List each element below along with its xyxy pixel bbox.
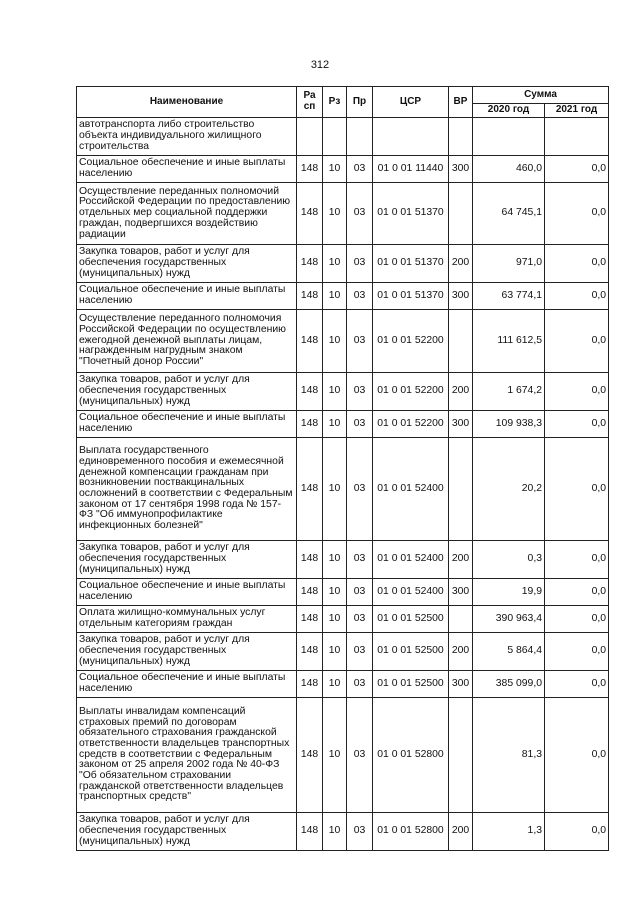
cell-y2020: 20,2 [473,438,545,541]
table-row [77,245,609,283]
cell-y2020: 5 864,4 [473,633,545,671]
cell-rasp: 148 [297,813,323,851]
cell-y2021: 0,0 [545,283,609,310]
cell-pr: 03 [347,633,373,671]
table-row [77,579,609,606]
cell-vr: 300 [449,156,473,183]
cell-vr: 200 [449,245,473,283]
header-rasp: Ра сп [297,87,323,118]
cell-rasp: 148 [297,671,323,698]
cell-rasp: 148 [297,245,323,283]
cell-vr [449,698,473,813]
table-row [77,606,609,633]
cell-rasp [297,118,323,156]
header-rz: Рз [323,87,347,118]
cell-y2020 [473,118,545,156]
cell-y2021: 0,0 [545,373,609,411]
cell-vr: 200 [449,541,473,579]
table-row [77,541,609,579]
cell-name: автотранспорта либо строительство объекта индивидуального жилищного строительства [77,118,297,156]
cell-name: Выплата государственного единовременного пособия и ежемесячной денежной компенсации гражданам при возникновении поствакцинальных осложнений в соответствии с Федеральным законом от 17 сентября 1998 года № 157-ФЗ "Об иммунопрофилактике инфекционных болезней" [77,438,297,541]
cell-y2020: 1 674,2 [473,373,545,411]
cell-pr: 03 [347,671,373,698]
page-number: 312 [310,59,330,71]
table-row [77,283,609,310]
cell-csr: 01 0 01 52400 [373,579,449,606]
cell-name: Социальное обеспечение и иные выплаты населению [77,579,297,606]
cell-y2021: 0,0 [545,579,609,606]
cell-rz: 10 [323,633,347,671]
cell-pr: 03 [347,579,373,606]
cell-name: Социальное обеспечение и иные выплаты населению [77,156,297,183]
cell-name: Закупка товаров, работ и услуг для обеспечения государственных (муниципальных) нужд [77,245,297,283]
header-vr: ВР [449,87,473,118]
cell-csr: 01 0 01 52500 [373,606,449,633]
cell-y2020: 81,3 [473,698,545,813]
cell-y2020: 385 099,0 [473,671,545,698]
cell-vr: 200 [449,373,473,411]
cell-rz: 10 [323,245,347,283]
cell-rasp: 148 [297,579,323,606]
cell-y2020: 390 963,4 [473,606,545,633]
cell-pr: 03 [347,541,373,579]
cell-rz: 10 [323,698,347,813]
cell-rasp: 148 [297,156,323,183]
cell-name: Закупка товаров, работ и услуг для обеспечения государственных (муниципальных) нужд [77,633,297,671]
cell-name: Оплата жилищно-коммунальных услуг отдельным категориям граждан [77,606,297,633]
cell-csr: 01 0 01 52400 [373,541,449,579]
cell-rasp: 148 [297,541,323,579]
table-row [77,633,609,671]
cell-rz: 10 [323,183,347,245]
cell-vr: 300 [449,671,473,698]
table-row [77,813,609,851]
cell-rz: 10 [323,579,347,606]
cell-rz [323,118,347,156]
cell-y2020: 63 774,1 [473,283,545,310]
cell-y2021: 0,0 [545,156,609,183]
cell-vr: 200 [449,633,473,671]
table-row [77,183,609,245]
cell-csr: 01 0 01 52200 [373,411,449,438]
cell-pr: 03 [347,245,373,283]
cell-csr: 01 0 01 52800 [373,698,449,813]
cell-rz: 10 [323,813,347,851]
cell-name: Социальное обеспечение и иные выплаты населению [77,283,297,310]
cell-y2020: 64 745,1 [473,183,545,245]
cell-csr: 01 0 01 52200 [373,310,449,373]
table-row [77,373,609,411]
cell-csr: 01 0 01 51370 [373,245,449,283]
cell-vr: 300 [449,411,473,438]
cell-rasp: 148 [297,373,323,411]
cell-vr [449,438,473,541]
cell-y2021: 0,0 [545,698,609,813]
cell-csr [373,118,449,156]
cell-vr: 200 [449,813,473,851]
cell-vr [449,606,473,633]
cell-y2020: 111 612,5 [473,310,545,373]
cell-y2020: 1,3 [473,813,545,851]
cell-rz: 10 [323,671,347,698]
cell-vr: 300 [449,579,473,606]
cell-rz: 10 [323,411,347,438]
cell-vr [449,183,473,245]
header-year-2020: 2020 год [473,104,545,118]
cell-vr [449,118,473,156]
cell-y2020: 19,9 [473,579,545,606]
cell-rasp: 148 [297,633,323,671]
cell-rz: 10 [323,310,347,373]
cell-rz: 10 [323,373,347,411]
table-row [77,698,609,813]
cell-y2021: 0,0 [545,310,609,373]
cell-rasp: 148 [297,411,323,438]
cell-pr [347,118,373,156]
cell-y2021: 0,0 [545,813,609,851]
cell-pr: 03 [347,310,373,373]
table-row [77,310,609,373]
cell-pr: 03 [347,813,373,851]
cell-csr: 01 0 01 52400 [373,438,449,541]
cell-name: Закупка товаров, работ и услуг для обеспечения государственных (муниципальных) нужд [77,541,297,579]
table-row [77,118,609,156]
cell-pr: 03 [347,156,373,183]
cell-vr [449,310,473,373]
cell-rasp: 148 [297,606,323,633]
cell-name: Социальное обеспечение и иные выплаты населению [77,671,297,698]
cell-y2021: 0,0 [545,671,609,698]
cell-pr: 03 [347,438,373,541]
cell-rasp: 148 [297,698,323,813]
cell-name: Закупка товаров, работ и услуг для обеспечения государственных (муниципальных) нужд [77,813,297,851]
cell-y2021 [545,118,609,156]
cell-rz: 10 [323,438,347,541]
cell-rz: 10 [323,283,347,310]
header-year-2021: 2021 год [545,104,609,118]
table-body [77,118,609,851]
cell-pr: 03 [347,411,373,438]
cell-rz: 10 [323,541,347,579]
cell-y2021: 0,0 [545,411,609,438]
cell-csr: 01 0 01 51370 [373,283,449,310]
header-csr: ЦСР [373,87,449,118]
cell-y2021: 0,0 [545,245,609,283]
cell-pr: 03 [347,373,373,411]
cell-csr: 01 0 01 52200 [373,373,449,411]
cell-y2021: 0,0 [545,183,609,245]
cell-y2020: 109 938,3 [473,411,545,438]
cell-name: Закупка товаров, работ и услуг для обеспечения государственных (муниципальных) нужд [77,373,297,411]
table-row [77,411,609,438]
cell-rz: 10 [323,156,347,183]
table-row [77,438,609,541]
cell-csr: 01 0 01 11440 [373,156,449,183]
cell-pr: 03 [347,698,373,813]
header-sum: Сумма [473,87,609,104]
cell-rz: 10 [323,606,347,633]
cell-csr: 01 0 01 51370 [373,183,449,245]
table-row [77,156,609,183]
cell-y2020: 971,0 [473,245,545,283]
cell-y2021: 0,0 [545,606,609,633]
cell-vr: 300 [449,283,473,310]
cell-rasp: 148 [297,283,323,310]
cell-y2021: 0,0 [545,438,609,541]
header-pr: Пр [347,87,373,118]
cell-csr: 01 0 01 52500 [373,671,449,698]
cell-name: Социальное обеспечение и иные выплаты населению [77,411,297,438]
cell-pr: 03 [347,606,373,633]
cell-csr: 01 0 01 52500 [373,633,449,671]
cell-y2020: 0,3 [473,541,545,579]
header-name: Наименование [77,87,297,118]
cell-name: Осуществление переданных полномочий Российской Федерации по предоставлению отдельных мер социальной поддержки граждан, подвергшихся воздействию радиации [77,183,297,245]
cell-rasp: 148 [297,183,323,245]
cell-pr: 03 [347,283,373,310]
cell-y2021: 0,0 [545,633,609,671]
table-row [77,671,609,698]
cell-name: Выплаты инвалидам компенсаций страховых премий по договорам обязательного страхования гражданской ответственности владельцев транспортных средств в соответствии с Федеральным законом от 25 апреля 2002 года № 40-ФЗ "Об обязательном страховании гражданской ответственности владельцев транспортных средств" [77,698,297,813]
cell-y2020: 460,0 [473,156,545,183]
cell-rasp: 148 [297,310,323,373]
cell-name: Осуществление переданного полномочия Российской Федерации по осуществлению ежегодной денежной выплаты лицам, награжденным нагрудным знаком "Почетный донор России" [77,310,297,373]
cell-pr: 03 [347,183,373,245]
cell-csr: 01 0 01 52800 [373,813,449,851]
cell-rasp: 148 [297,438,323,541]
cell-y2021: 0,0 [545,541,609,579]
budget-table [76,86,609,851]
